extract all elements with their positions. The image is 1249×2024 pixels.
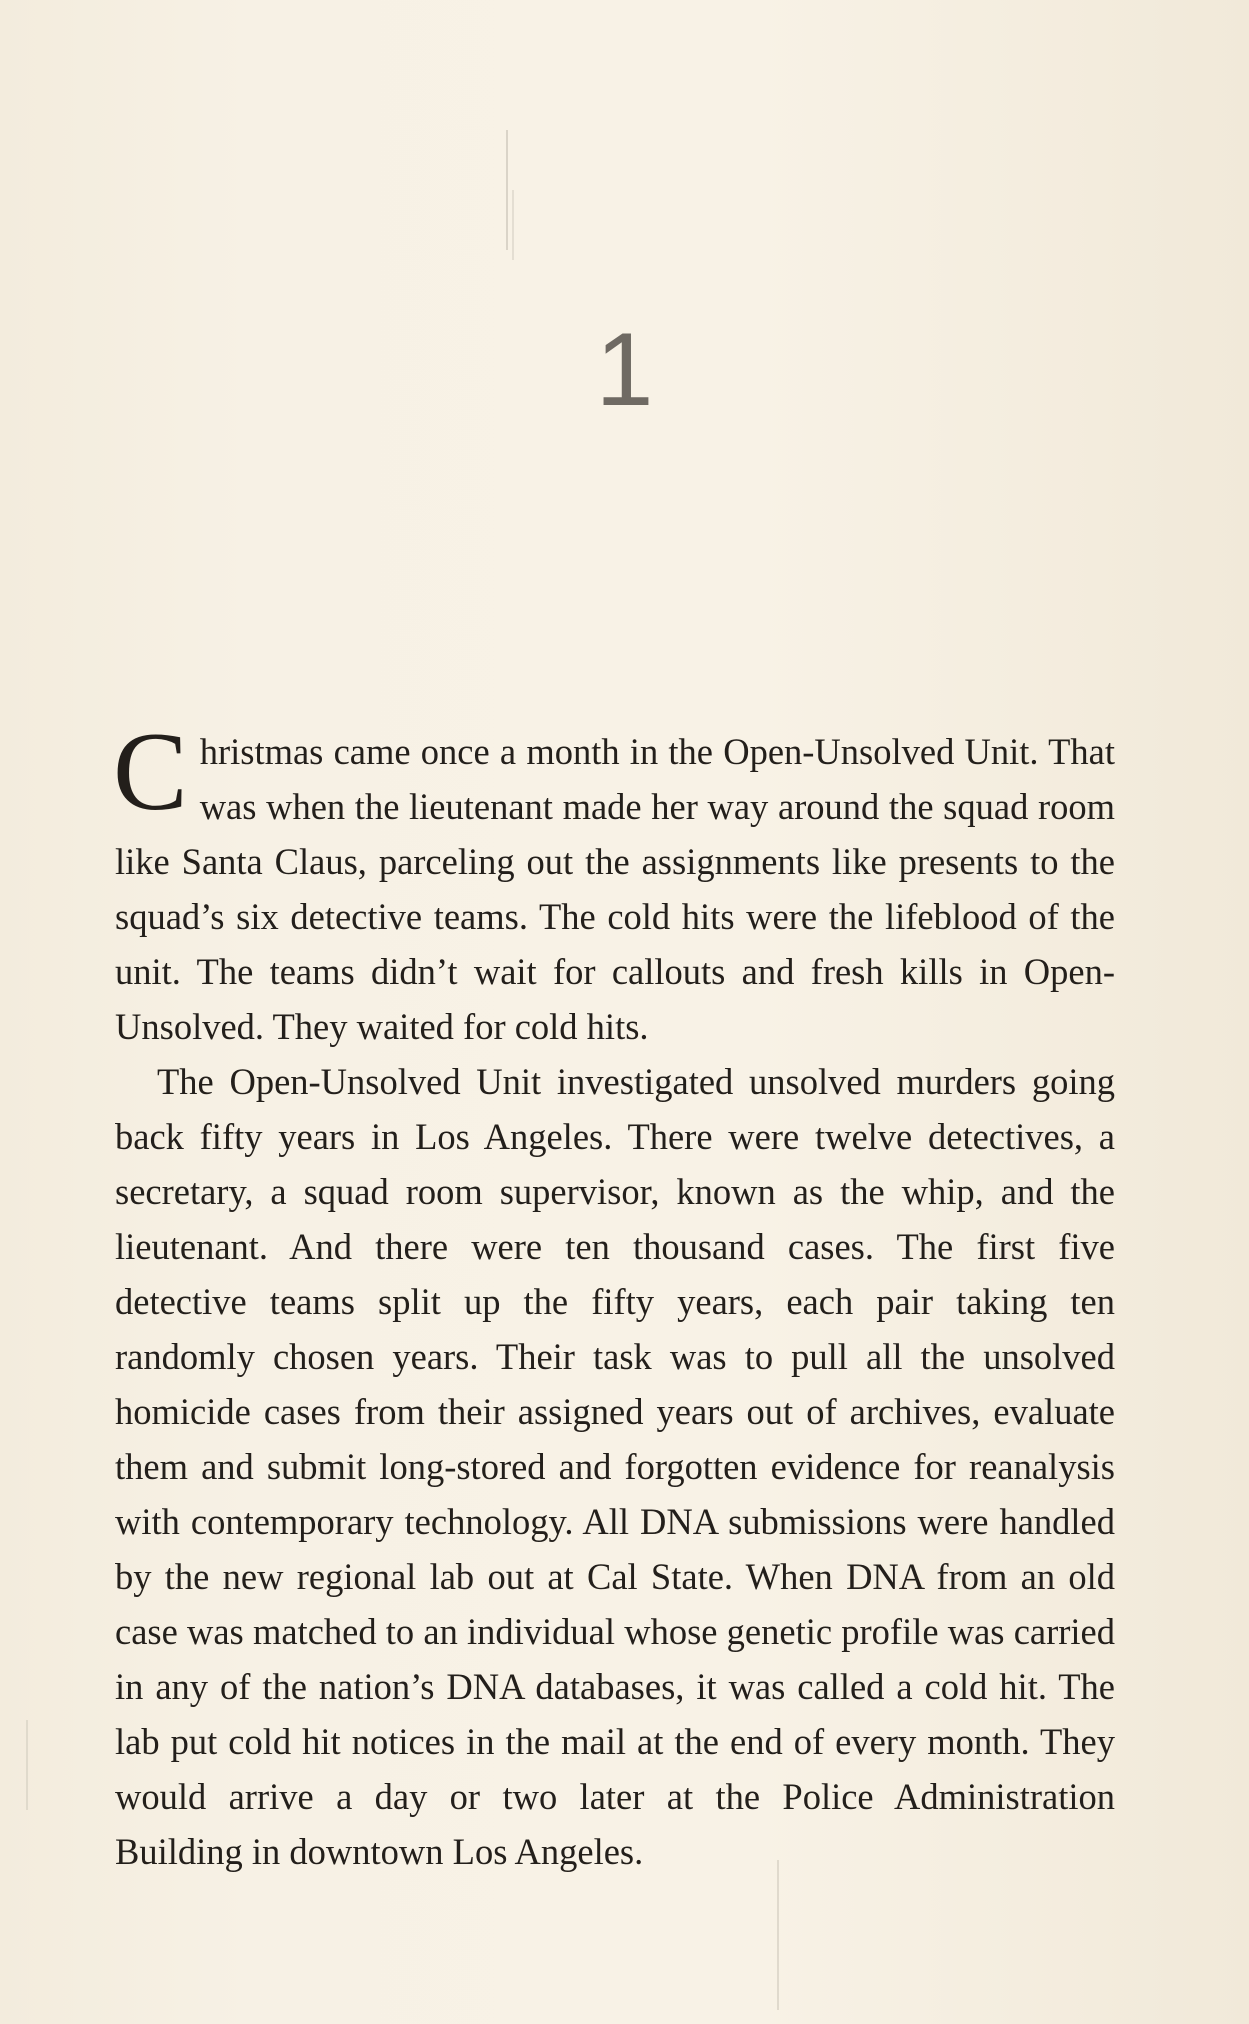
paragraph bbox=[113, 710, 1115, 1054]
chapter-number: 1 bbox=[595, 312, 654, 428]
drop-cap: C bbox=[113, 710, 188, 834]
body-text bbox=[113, 710, 1115, 1879]
paper-crease bbox=[777, 1860, 779, 2010]
paper-crease bbox=[512, 190, 514, 260]
paragraph-text: The Open-Unsolved Unit investigated unsolved murders going back fifty years in Los Angeles. There were twelve detectives, a secretary, a squad room supervisor, known as the whip, and the lieutenant. And there were ten thousand cases. The first five detective teams split up the fifty years, each pair taking ten randomly chosen years. Their task was to pull all the unsolved homicide cases from their assigned years out of archives, evaluate them and submit long-stored and forgotten evidence for reanalysis with contemporary technology. All DNA submissions were handled by the new regional lab out at Cal State. When DNA from an old case was matched to an individual whose genetic profile was carried in any of the nation’s DNA databases, it was called a cold hit. The lab put cold hit notices in the mail at the end of every month. They would arrive a day or two later at the Police Administration Building in downtown Los Angeles. bbox=[115, 1061, 1115, 1872]
paragraph bbox=[115, 1054, 1115, 1879]
paper-crease bbox=[26, 1720, 28, 1810]
paper-crease bbox=[506, 130, 508, 250]
paragraph-text: hristmas came once a month in the Open-Unsolved Unit. That was when the lieutenant made her way around the squad room like Santa Claus, parceling out the assignments like presents to the squad’s six detective teams. The cold hits were the lifeblood of the unit. The teams didn’t wait for callouts and fresh kills in Open-Unsolved. They waited for cold hits. bbox=[115, 731, 1115, 1047]
